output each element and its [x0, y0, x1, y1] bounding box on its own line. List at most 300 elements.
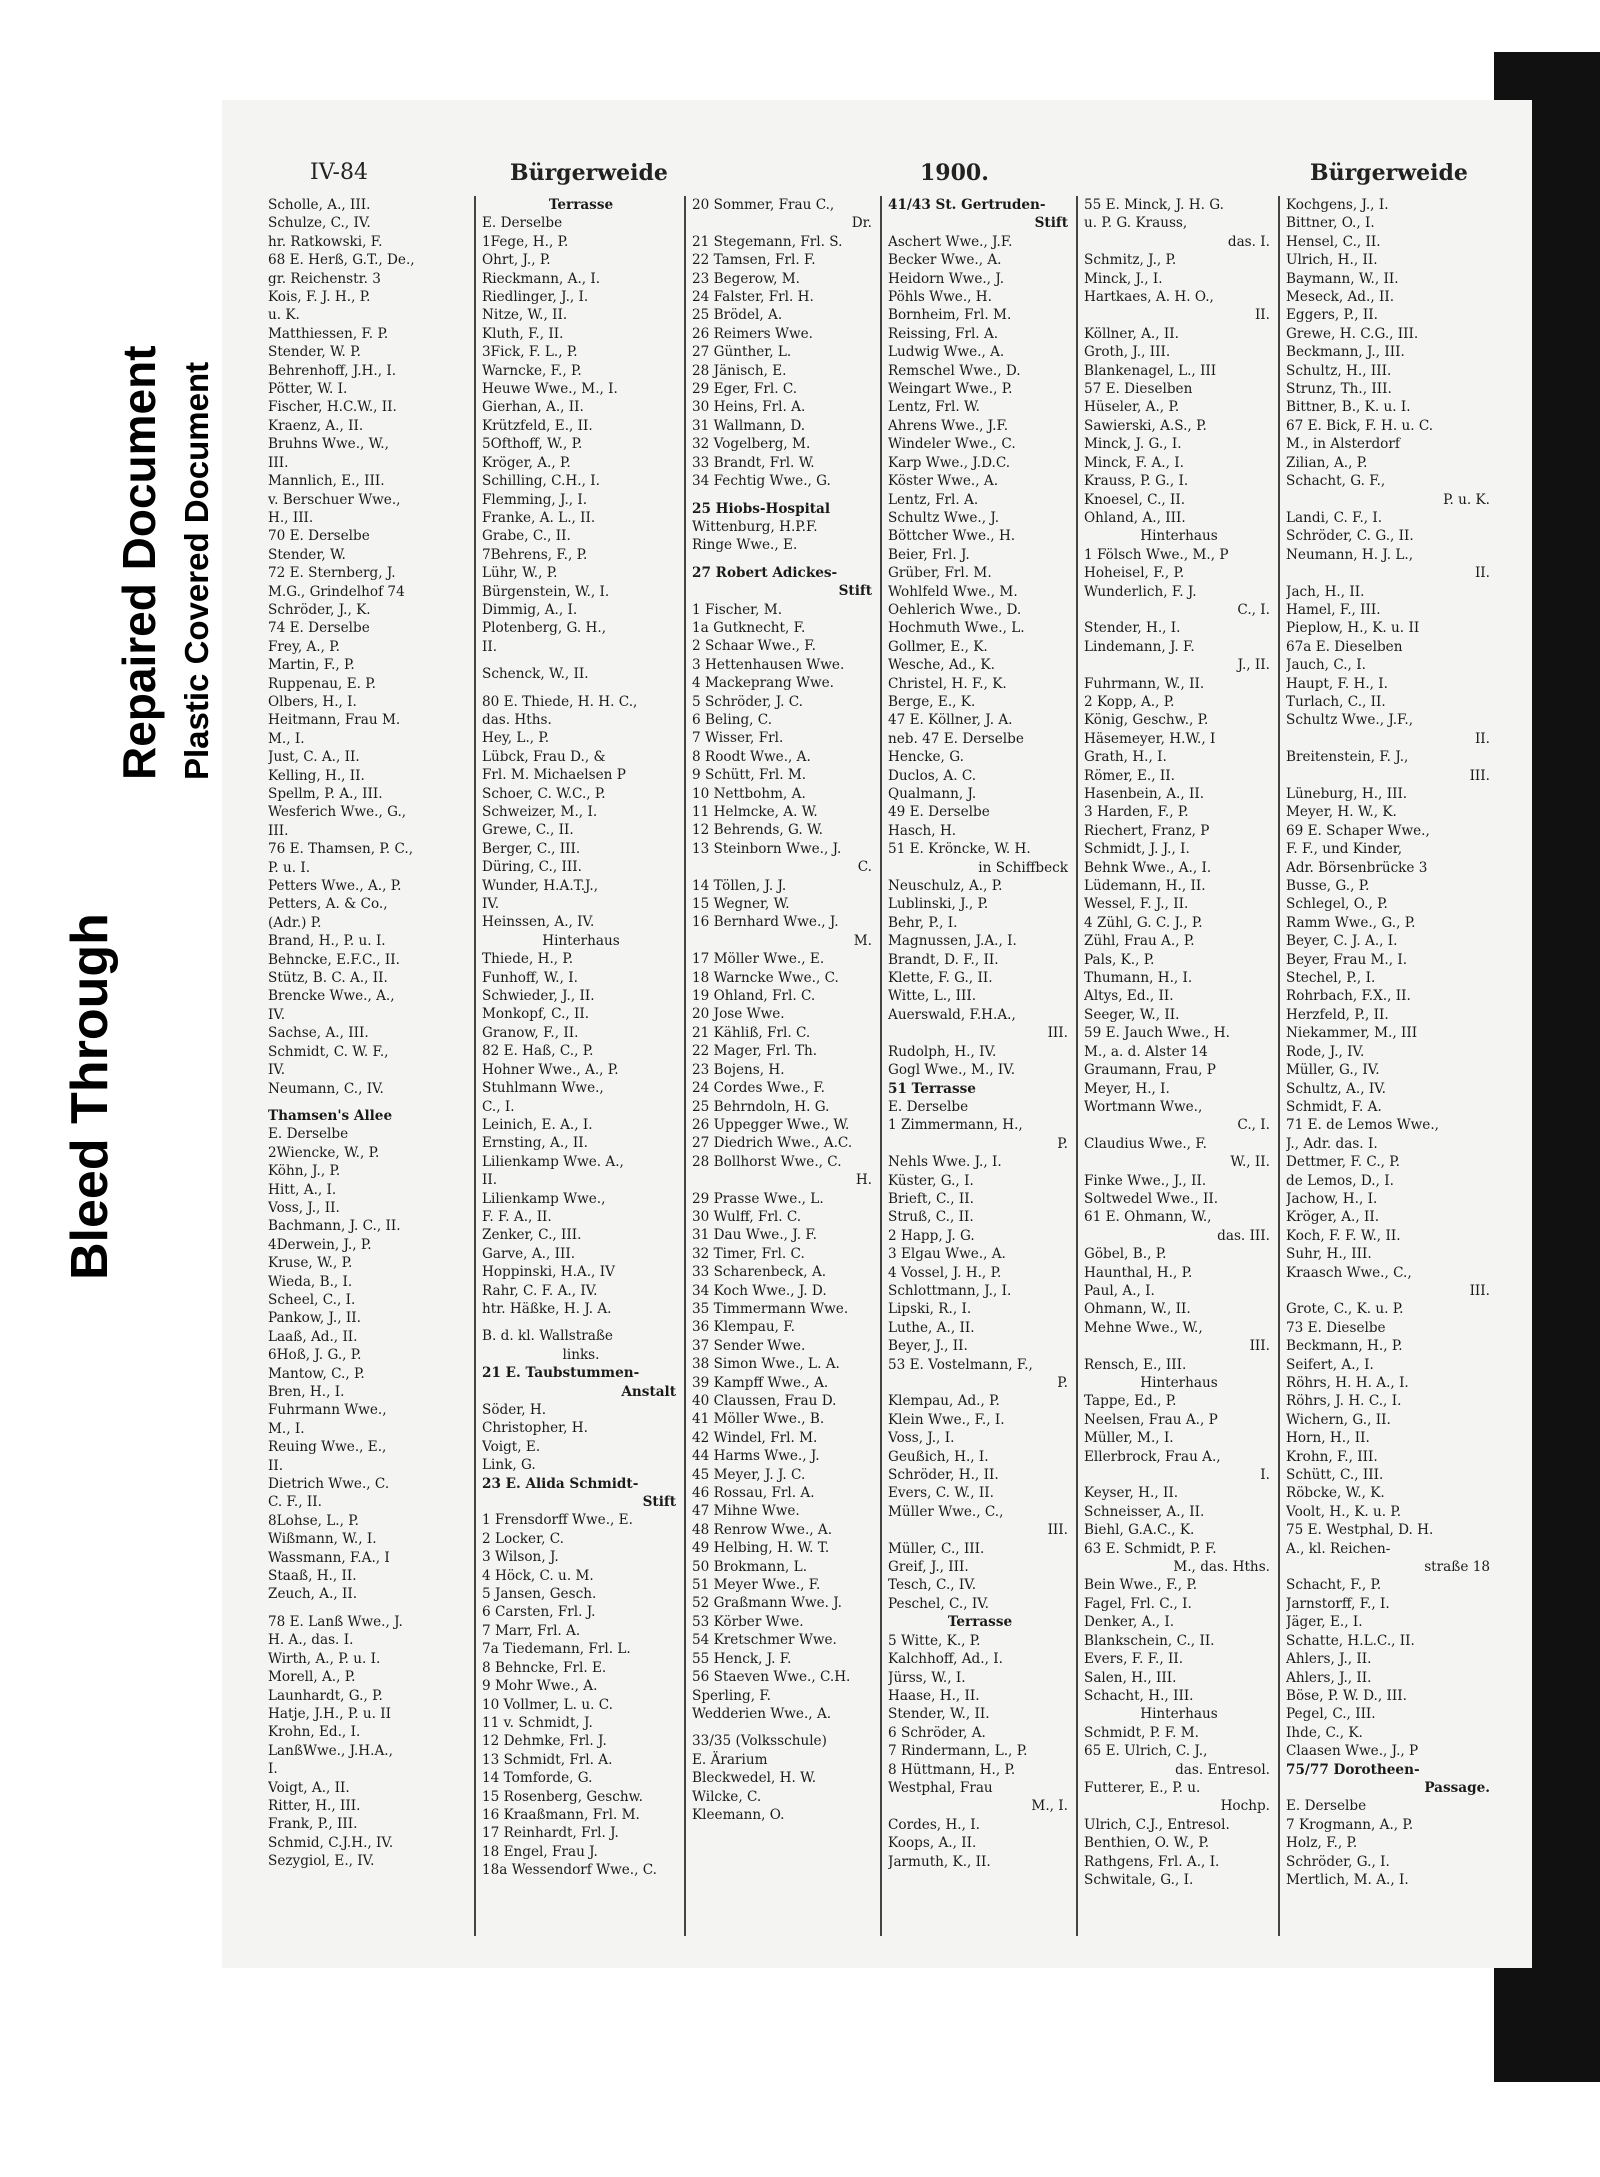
directory-entry: Kluth, F., II.	[482, 325, 564, 342]
directory-entry: 3 Harden, F., P.	[1084, 804, 1189, 821]
directory-entry: htr. Häßke, H. J. A.	[482, 1300, 612, 1317]
directory-entry: Küster, G., I.	[888, 1172, 974, 1189]
directory-entry: Sperling, F.	[692, 1687, 771, 1704]
directory-entry: Haupt, F. H., I.	[1286, 675, 1388, 692]
directory-entry: Voigt, A., II.	[268, 1779, 350, 1796]
directory-entry: Scholle, A., III.	[268, 197, 371, 213]
directory-entry: 7 Krogmann, A., P.	[1286, 1816, 1414, 1833]
directory-entry: Salen, H., III.	[1084, 1669, 1177, 1686]
directory-entry: 13 Schmidt, Frl. A.	[482, 1751, 613, 1768]
section-heading: Stift	[642, 1494, 676, 1511]
directory-entry: Behncke, E.F.C., II.	[268, 951, 400, 968]
directory-entry: Behr, P., I.	[888, 914, 958, 931]
directory-entry: Struß, C., II.	[888, 1209, 974, 1226]
directory-entry: 24 Cordes Wwe., F.	[692, 1080, 825, 1097]
directory-entry: 22 Tamsen, Frl. F.	[692, 252, 816, 269]
directory-entry: Lentz, Frl. A.	[888, 491, 979, 508]
section-heading: 51 Terrasse	[888, 1080, 976, 1097]
directory-entry: 3 Hettenhausen Wwe.	[692, 656, 845, 673]
directory-entry: I.	[1260, 1467, 1270, 1484]
entry-spacer	[692, 491, 876, 500]
directory-entry: 38 Simon Wwe., L. A.	[692, 1356, 840, 1373]
directory-entry: Köllner, A., II.	[1084, 325, 1179, 342]
directory-column-4	[880, 196, 1072, 1936]
directory-entry: Landi, C. F., I.	[1286, 509, 1383, 526]
directory-entry: Schwieder, J., II.	[482, 988, 595, 1005]
directory-entry: Schmidt, F. A.	[1286, 1098, 1382, 1115]
directory-entry: Cordes, H., I.	[888, 1816, 980, 1833]
directory-entry: Baymann, W., II.	[1286, 270, 1399, 287]
directory-entry: 4 Mackeprang Wwe.	[692, 675, 834, 692]
directory-entry: Petters Wwe., A., P.	[268, 878, 402, 895]
directory-entry: Strunz, Th., III.	[1286, 381, 1392, 398]
directory-entry: Heuwe Wwe., M., I.	[482, 381, 618, 398]
directory-entry: Gogl Wwe., M., IV.	[888, 1062, 1016, 1079]
directory-entry: P.	[1057, 1135, 1068, 1152]
entry-spacer	[482, 1318, 680, 1327]
directory-entry: 18 Warncke Wwe., C.	[692, 969, 839, 986]
directory-column-5	[1076, 196, 1274, 1936]
directory-entry: Heidorn Wwe., J.	[888, 270, 1005, 287]
directory-entry: Schmid, C.J.H., IV.	[268, 1834, 394, 1851]
directory-entry: Wessel, F. J., II.	[1084, 896, 1189, 913]
directory-entry: Claudius Wwe., F.	[1084, 1135, 1207, 1152]
directory-entry: Göbel, B., P.	[1084, 1246, 1167, 1263]
directory-entry: Kröger, A., II.	[1286, 1209, 1380, 1226]
directory-entry: Evers, F. F., II.	[1084, 1651, 1184, 1668]
directory-entry: Schulze, C., IV.	[268, 215, 371, 232]
directory-entry: Ritter, H., III.	[268, 1797, 361, 1814]
directory-entry: 80 E. Thiede, H. H. C.,	[482, 693, 638, 710]
directory-entry: Kraenz, A., II.	[268, 417, 364, 434]
directory-entry: Kröger, A., P.	[482, 454, 571, 471]
directory-entry: Müller, M., I.	[1084, 1430, 1174, 1447]
directory-entry: 29 Prasse Wwe., L.	[692, 1190, 824, 1207]
section-heading: Thamsen's Allee	[268, 1107, 393, 1124]
directory-entry: Dietrich Wwe., C.	[268, 1476, 390, 1493]
directory-entry: Morell, A., P.	[268, 1669, 356, 1686]
entry-spacer	[482, 684, 680, 693]
scanned-directory-page	[222, 100, 1532, 1968]
directory-entry: Martin, F., P.	[268, 657, 355, 674]
section-heading: Stift	[1034, 215, 1068, 232]
directory-entry: Ulrich, C.J., Entresol.	[1084, 1816, 1230, 1833]
directory-entry: Holz, F., P.	[1286, 1835, 1358, 1852]
directory-entry: Lübck, Frau D., &	[482, 748, 606, 765]
directory-entry: 4Derwein, J., P.	[268, 1236, 372, 1253]
directory-entry: 28 Jänisch, E.	[692, 362, 787, 379]
directory-entry: 73 E. Dieselbe	[1286, 1319, 1386, 1336]
directory-entry: Dr.	[851, 215, 872, 232]
directory-entry: 4 Höck, C. u. M.	[482, 1567, 594, 1584]
directory-entry: 52 Graßmann Wwe. J.	[692, 1595, 842, 1612]
directory-entry: Rathgens, Frl. A., I.	[1084, 1853, 1220, 1870]
directory-entry: 3 Elgau Wwe., A.	[888, 1246, 1006, 1263]
directory-entry: Söder, H.	[482, 1402, 547, 1418]
directory-entry: Schacht, H., III.	[1084, 1687, 1194, 1704]
directory-entry: Schultz Wwe., J.F.,	[1286, 712, 1414, 729]
directory-entry: 33 Brandt, Frl. W.	[692, 454, 815, 471]
directory-entry: Fuhrmann, W., II.	[1084, 675, 1205, 692]
directory-entry: Bein Wwe., F., P.	[1084, 1577, 1198, 1594]
directory-entry: 40 Claussen, Frau D.	[692, 1393, 837, 1409]
directory-entry: Hamel, F., III.	[1286, 601, 1381, 618]
directory-entry: Fischer, H.C.W., II.	[268, 399, 397, 416]
directory-entry: Qualmann, J.	[888, 786, 977, 802]
directory-entry: Wassmann, F.A., I	[268, 1549, 390, 1566]
directory-entry: Bleckwedel, H. W.	[692, 1770, 817, 1787]
directory-entry: Heitmann, Frau M.	[268, 712, 401, 729]
entry-spacer	[268, 1604, 468, 1613]
directory-entry: Hencke, G.	[888, 749, 964, 766]
directory-entry: 14 Töllen, J. J.	[692, 877, 787, 894]
directory-entry: 35 Timmermann Wwe.	[692, 1300, 849, 1317]
entry-spacer	[482, 656, 680, 665]
directory-entry: Thumann, H., I.	[1084, 970, 1193, 987]
directory-entry: 11 v. Schmidt, J.	[482, 1714, 593, 1731]
directory-entry: 49 E. Derselbe	[888, 804, 990, 821]
directory-entry: Scheel, C., I.	[268, 1291, 356, 1308]
directory-entry: das. III.	[1217, 1227, 1270, 1244]
directory-entry: C., I.	[1237, 601, 1270, 618]
directory-entry: Finke Wwe., J., II.	[1084, 1172, 1207, 1189]
directory-entry: 18 Engel, Frau J.	[482, 1843, 598, 1860]
directory-entry: III.	[1047, 1522, 1068, 1539]
directory-entry: 19 Ohland, Frl. C.	[692, 988, 816, 1005]
directory-entry: Hoppinski, H.A., IV	[482, 1264, 615, 1281]
directory-entry: Horn, H., II.	[1286, 1430, 1370, 1447]
directory-entry: 12 Dehmke, Frl. J.	[482, 1733, 607, 1750]
directory-entry: 42 Windel, Frl. M.	[692, 1429, 818, 1446]
directory-entry: 67 E. Bick, F. H. u. C.	[1286, 417, 1434, 434]
directory-entry: Seeger, W., II.	[1084, 1006, 1180, 1023]
directory-entry: Wirth, A., P. u. I.	[268, 1650, 381, 1667]
directory-entry: 53 E. Vostelmann, F.,	[888, 1356, 1033, 1373]
section-heading: 21 E. Taubstummen-	[482, 1365, 640, 1382]
directory-entry: Römer, E., II.	[1084, 767, 1175, 784]
directory-entry: Minck, F. A., I.	[1084, 454, 1184, 471]
directory-entry: Klette, F. G., II.	[888, 970, 993, 987]
directory-entry: Hinterhaus	[1140, 528, 1218, 545]
directory-entry: Neumann, C., IV.	[268, 1080, 384, 1097]
directory-entry: 76 E. Thamsen, P. C.,	[268, 841, 414, 858]
directory-entry: Breitenstein, F. J.,	[1286, 749, 1409, 766]
directory-entry: Dettmer, F. C., P.	[1286, 1154, 1400, 1171]
directory-entry: Christopher, H.	[482, 1420, 588, 1437]
directory-entry: Petters, A. & Co.,	[268, 896, 388, 913]
directory-entry: de Lemos, D., I.	[1286, 1172, 1394, 1189]
directory-entry: Stender, W.	[268, 546, 346, 563]
directory-entry: Nehls Wwe. J., I.	[888, 1154, 1002, 1171]
section-heading: Terrasse	[548, 197, 614, 213]
directory-entry: Meyer, H. W., K.	[1286, 804, 1397, 821]
directory-entry: 8 Hüttmann, H., P.	[888, 1761, 1016, 1778]
directory-entry: 36 Klempau, F.	[692, 1319, 795, 1336]
directory-entry: 8 Behncke, Frl. E.	[482, 1659, 607, 1676]
directory-entry: 4 Vossel, J. H., P.	[888, 1264, 1002, 1281]
directory-entry: Flemming, J., I.	[482, 491, 588, 508]
directory-entry: Ernsting, A., II.	[482, 1135, 588, 1152]
directory-entry: 74 E. Derselbe	[268, 620, 370, 637]
directory-entry: Schmitz, J., P.	[1084, 252, 1177, 269]
directory-entry: Franke, A. L., II.	[482, 509, 596, 526]
directory-entry: Lindemann, J. F.	[1084, 638, 1195, 655]
directory-entry: Wohlfeld Wwe., M.	[888, 583, 1018, 600]
directory-entry: LanßWwe., J.H.A.,	[268, 1742, 393, 1759]
section-heading: 23 E. Alida Schmidt-	[482, 1475, 639, 1492]
directory-entry: Hitt, A., I.	[268, 1181, 337, 1198]
directory-entry: Karp Wwe., J.D.C.	[888, 454, 1011, 471]
directory-entry: Jarnstorff, F., I.	[1286, 1595, 1390, 1612]
directory-entry: 7a Tiedemann, Frl. L.	[482, 1641, 631, 1658]
directory-entry: Jachow, H., I.	[1286, 1190, 1378, 1207]
directory-entry: u. P. G. Krauss,	[1084, 215, 1188, 232]
directory-entry: v. Berschuer Wwe.,	[268, 491, 401, 508]
directory-entry: Berge, E., K.	[888, 693, 976, 710]
directory-entry: 48 Renrow Wwe., A.	[692, 1521, 833, 1538]
directory-entry: Schlegel, O., P.	[1286, 896, 1388, 913]
directory-entry: Hasenbein, A., II.	[1084, 786, 1205, 802]
directory-entry: Rudolph, H., IV.	[888, 1043, 997, 1060]
year-heading: 1900.	[920, 160, 989, 186]
directory-entry: Schmidt, P. F. M.	[1084, 1724, 1199, 1741]
section-heading: 25 Hiobs-Hospital	[692, 500, 831, 517]
section-heading: 41/43 St. Gertruden-	[888, 197, 1046, 213]
directory-entry: 56 Staeven Wwe., C.H.	[692, 1669, 851, 1686]
directory-entry: 7Behrens, F., P.	[482, 546, 588, 563]
directory-entry: Kruse, W., P.	[268, 1255, 353, 1272]
directory-entry: Futterer, E., P. u.	[1084, 1779, 1201, 1796]
directory-column-1	[268, 196, 468, 1936]
directory-entry: Aschert Wwe., J.F.	[888, 233, 1013, 250]
directory-entry: Turlach, C., II.	[1286, 693, 1386, 710]
directory-entry: Wichern, G., II.	[1286, 1411, 1391, 1428]
directory-entry: 39 Kampff Wwe., A.	[692, 1374, 829, 1391]
directory-entry: 12 Behrends, G. W.	[692, 822, 823, 839]
directory-entry: II.	[1474, 730, 1490, 747]
directory-entry: Lipski, R., I.	[888, 1301, 972, 1318]
directory-entry: Riechert, Franz, P	[1084, 822, 1210, 839]
directory-entry: Schweizer, M., I.	[482, 804, 598, 820]
directory-entry: 5 Schröder, J. C.	[692, 693, 803, 710]
directory-entry: Olbers, H., I.	[268, 693, 357, 710]
directory-entry: Stender, W., II.	[888, 1706, 990, 1723]
directory-entry: Schatte, H.L.C., II.	[1286, 1632, 1415, 1649]
directory-entry: J., II.	[1237, 657, 1270, 674]
directory-entry: II.	[1254, 307, 1270, 324]
directory-entry: Wunderlich, F. J.	[1084, 583, 1197, 600]
directory-entry: Ruppenau, E. P.	[268, 675, 376, 692]
directory-entry: 75 E. Westphal, D. H.	[1286, 1522, 1434, 1539]
directory-entry: Christel, H. F., K.	[888, 675, 1007, 692]
directory-entry: Lilienkamp Wwe.,	[482, 1190, 606, 1207]
directory-entry: Stuhlmann Wwe.,	[482, 1080, 604, 1097]
directory-entry: Westphal, Frau	[888, 1779, 993, 1796]
directory-entry: Evers, C. W., II.	[888, 1485, 994, 1502]
section-heading: Anstalt	[621, 1383, 676, 1400]
directory-entry: Haunthal, H., P.	[1084, 1264, 1193, 1281]
directory-entry: 9 Schütt, Frl. M.	[692, 767, 807, 784]
directory-entry: 26 Uppegger Wwe., W.	[692, 1116, 850, 1133]
directory-entry: M.	[853, 932, 872, 949]
directory-entry: Paul, A., I.	[1084, 1282, 1155, 1299]
directory-entry: Oehlerich Wwe., D.	[888, 601, 1022, 618]
directory-entry: Bornheim, Frl. M.	[888, 307, 1012, 324]
directory-entry: 6 Beling, C.	[692, 711, 773, 728]
directory-entry: Leinich, E. A., I.	[482, 1116, 593, 1133]
directory-entry: Ohland, A., III.	[1084, 509, 1186, 526]
directory-entry: E. Ärarium	[692, 1751, 768, 1768]
directory-entry: C.	[857, 859, 872, 876]
directory-entry: Zühl, Frau A., P.	[1084, 933, 1195, 950]
directory-entry: Rieckmann, A., I.	[482, 270, 601, 287]
directory-entry: M., I.	[268, 1420, 305, 1437]
directory-entry: 1 Zimmermann, H.,	[888, 1117, 1023, 1134]
directory-entry: F. F. A., II.	[482, 1208, 552, 1225]
directory-entry: Hensel, C., II.	[1286, 233, 1381, 250]
directory-entry: Stütz, B. C. A., II.	[268, 970, 388, 987]
directory-entry: Ulrich, H., II.	[1286, 252, 1378, 269]
directory-entry: Klempau, Ad., P.	[888, 1393, 1000, 1410]
directory-entry: 1 Fischer, M.	[692, 601, 783, 618]
directory-entry: Link, G.	[482, 1457, 536, 1474]
directory-entry: P. u. I.	[268, 859, 311, 876]
directory-entry: 2 Kopp, A., P.	[1084, 693, 1175, 710]
directory-entry: Wunder, H.A.T.J.,	[482, 877, 599, 894]
directory-entry: Hinterhaus	[1140, 1375, 1218, 1391]
directory-entry: Kochgens, J., I.	[1286, 197, 1389, 213]
directory-entry: Schmidt, C. W. F.,	[268, 1043, 389, 1060]
directory-entry: 2Wiencke, W., P.	[268, 1144, 380, 1161]
directory-entry: Granow, F., II.	[482, 1024, 579, 1041]
directory-entry: 20 Sommer, Frau C.,	[692, 197, 835, 213]
directory-column-2	[474, 196, 680, 1936]
directory-entry: Geußich, H., I.	[888, 1448, 989, 1465]
directory-entry: Häsemeyer, H.W., I	[1084, 730, 1216, 747]
directory-entry: Müller, G., IV.	[1286, 1062, 1380, 1079]
directory-entry: Brieft, C., II.	[888, 1190, 974, 1207]
directory-entry: Bürgenstein, W., I.	[482, 583, 610, 600]
directory-entry: Köhn, J., P.	[268, 1163, 341, 1180]
directory-entry: Frank, P., III.	[268, 1816, 358, 1833]
directory-entry: Behnk Wwe., A., I.	[1084, 859, 1212, 876]
directory-entry: Bren, H., I.	[268, 1384, 345, 1400]
directory-entry: Röbcke, W., K.	[1286, 1485, 1385, 1502]
directory-entry: Böttcher Wwe., H.	[888, 528, 1016, 545]
directory-entry: Spellm, P. A., III.	[268, 786, 383, 802]
directory-entry: Pötter, W. I.	[268, 381, 348, 398]
directory-entry: II.	[482, 1172, 498, 1189]
directory-entry: II.	[268, 1457, 284, 1474]
directory-entry: 10 Nettbohm, A.	[692, 785, 806, 802]
directory-entry: III.	[1047, 1025, 1068, 1042]
directory-entry: 6 Carsten, Frl. J.	[482, 1604, 596, 1621]
directory-entry: 47 Mihne Wwe.	[692, 1503, 800, 1520]
directory-entry: 70 E. Derselbe	[268, 528, 370, 545]
section-heading: 27 Robert Adickes-	[692, 564, 838, 581]
directory-entry: Müller Wwe., C.,	[888, 1503, 1004, 1520]
directory-entry: Minck, J., I.	[1084, 270, 1163, 287]
directory-entry: Kleemann, O.	[692, 1806, 785, 1823]
directory-entry: 59 E. Jauch Wwe., H.	[1084, 1025, 1230, 1042]
directory-entry: 7 Wisser, Frl.	[692, 730, 784, 747]
entry-spacer	[268, 1098, 468, 1107]
directory-entry: Koops, A., II.	[888, 1835, 977, 1852]
directory-entry: Düring, C., III.	[482, 859, 582, 876]
directory-entry: Plotenberg, G. H.,	[482, 620, 607, 637]
directory-entry: neb. 47 E. Derselbe	[888, 730, 1024, 747]
directory-entry: Stender, H., I.	[1084, 620, 1181, 637]
directory-entry: 5 Jansen, Gesch.	[482, 1586, 597, 1603]
directory-entry: Beckmann, J., III.	[1286, 344, 1405, 361]
directory-entry: 16 Kraaßmann, Frl. M.	[482, 1806, 640, 1823]
directory-entry: B. d. kl. Wallstraße	[482, 1328, 613, 1345]
directory-entry: 2 Schaar Wwe., F.	[692, 638, 816, 655]
directory-entry: Jach, H., II.	[1286, 583, 1365, 600]
directory-entry: Grewe, C., II.	[482, 822, 574, 839]
directory-entry: Minck, J. G., I.	[1084, 436, 1182, 453]
directory-entry: Meseck, Ad., II.	[1286, 289, 1395, 306]
directory-entry: I.	[268, 1761, 278, 1778]
directory-entry: Lüneburg, H., III.	[1286, 786, 1408, 802]
directory-entry: Grewe, H. C.G., III.	[1286, 325, 1419, 342]
directory-entry: Grabe, C., II.	[482, 528, 571, 545]
directory-entry: Zenker, C., III.	[482, 1227, 582, 1244]
directory-entry: Lentz, Frl. W.	[888, 399, 980, 416]
directory-entry: Riedlinger, J., I.	[482, 289, 589, 306]
section-heading: Terrasse	[947, 1614, 1013, 1631]
directory-entry: 34 Fechtig Wwe., G.	[692, 473, 831, 490]
directory-entry: 1 Fölsch Wwe., M., P	[1084, 546, 1229, 563]
directory-entry: 9 Mohr Wwe., A.	[482, 1678, 598, 1695]
directory-entry: Dimmig, A., I.	[482, 601, 578, 618]
directory-entry: 25 Brödel, A.	[692, 307, 783, 324]
directory-entry: Reissing, Frl. A.	[888, 325, 999, 342]
directory-entry: Weingart Wwe., P.	[888, 381, 1013, 398]
directory-entry: Röhrs, J. H. C., I.	[1286, 1393, 1402, 1410]
directory-entry: 4 Zühl, G. C. J., P.	[1084, 914, 1203, 931]
document-condition-labels	[40, 280, 215, 1300]
directory-entry: 51 Meyer Wwe., F.	[692, 1577, 821, 1594]
directory-entry: J., Adr. das. I.	[1286, 1135, 1378, 1152]
directory-entry: Ramm Wwe., G., P.	[1286, 914, 1416, 931]
directory-entry: 21 Kähliß, Frl. C.	[692, 1024, 811, 1041]
directory-entry: IV.	[482, 896, 500, 913]
directory-entry: Denker, A., I.	[1084, 1614, 1175, 1631]
directory-entry: C., I.	[1237, 1117, 1270, 1134]
directory-entry: Ohrt, J., P.	[482, 252, 551, 269]
directory-entry: Benthien, O. W., P.	[1084, 1835, 1210, 1852]
directory-entry: Beckmann, H., P.	[1286, 1338, 1403, 1355]
directory-entry: 51 E. Kröncke, W. H.	[888, 841, 1031, 858]
directory-entry: Schröder, G., I.	[1286, 1853, 1390, 1870]
directory-entry: 25 Behrndoln, H. G.	[692, 1098, 830, 1115]
directory-entry: 1a Gutknecht, F.	[692, 619, 806, 636]
directory-column-3	[684, 196, 876, 1936]
directory-entry: Schultz, H., III.	[1286, 362, 1392, 379]
directory-entry: Warncke, F., P.	[482, 362, 582, 379]
directory-entry: Hinterhaus	[1140, 1706, 1218, 1723]
directory-entry: Eggers, P., II.	[1286, 307, 1378, 324]
directory-entry: das. I.	[1227, 233, 1270, 250]
directory-entry: 27 Günther, L.	[692, 344, 792, 361]
directory-entry: Knoesel, C., II.	[1084, 491, 1186, 508]
directory-entry: Blankenagel, L., III	[1084, 362, 1217, 379]
directory-entry: W., II.	[1230, 1154, 1270, 1171]
directory-entry: Sezygiol, E., IV.	[268, 1853, 375, 1870]
directory-entry: Zeuch, A., II.	[268, 1586, 358, 1603]
directory-entry: 30 Wulff, Frl. C.	[692, 1208, 802, 1225]
